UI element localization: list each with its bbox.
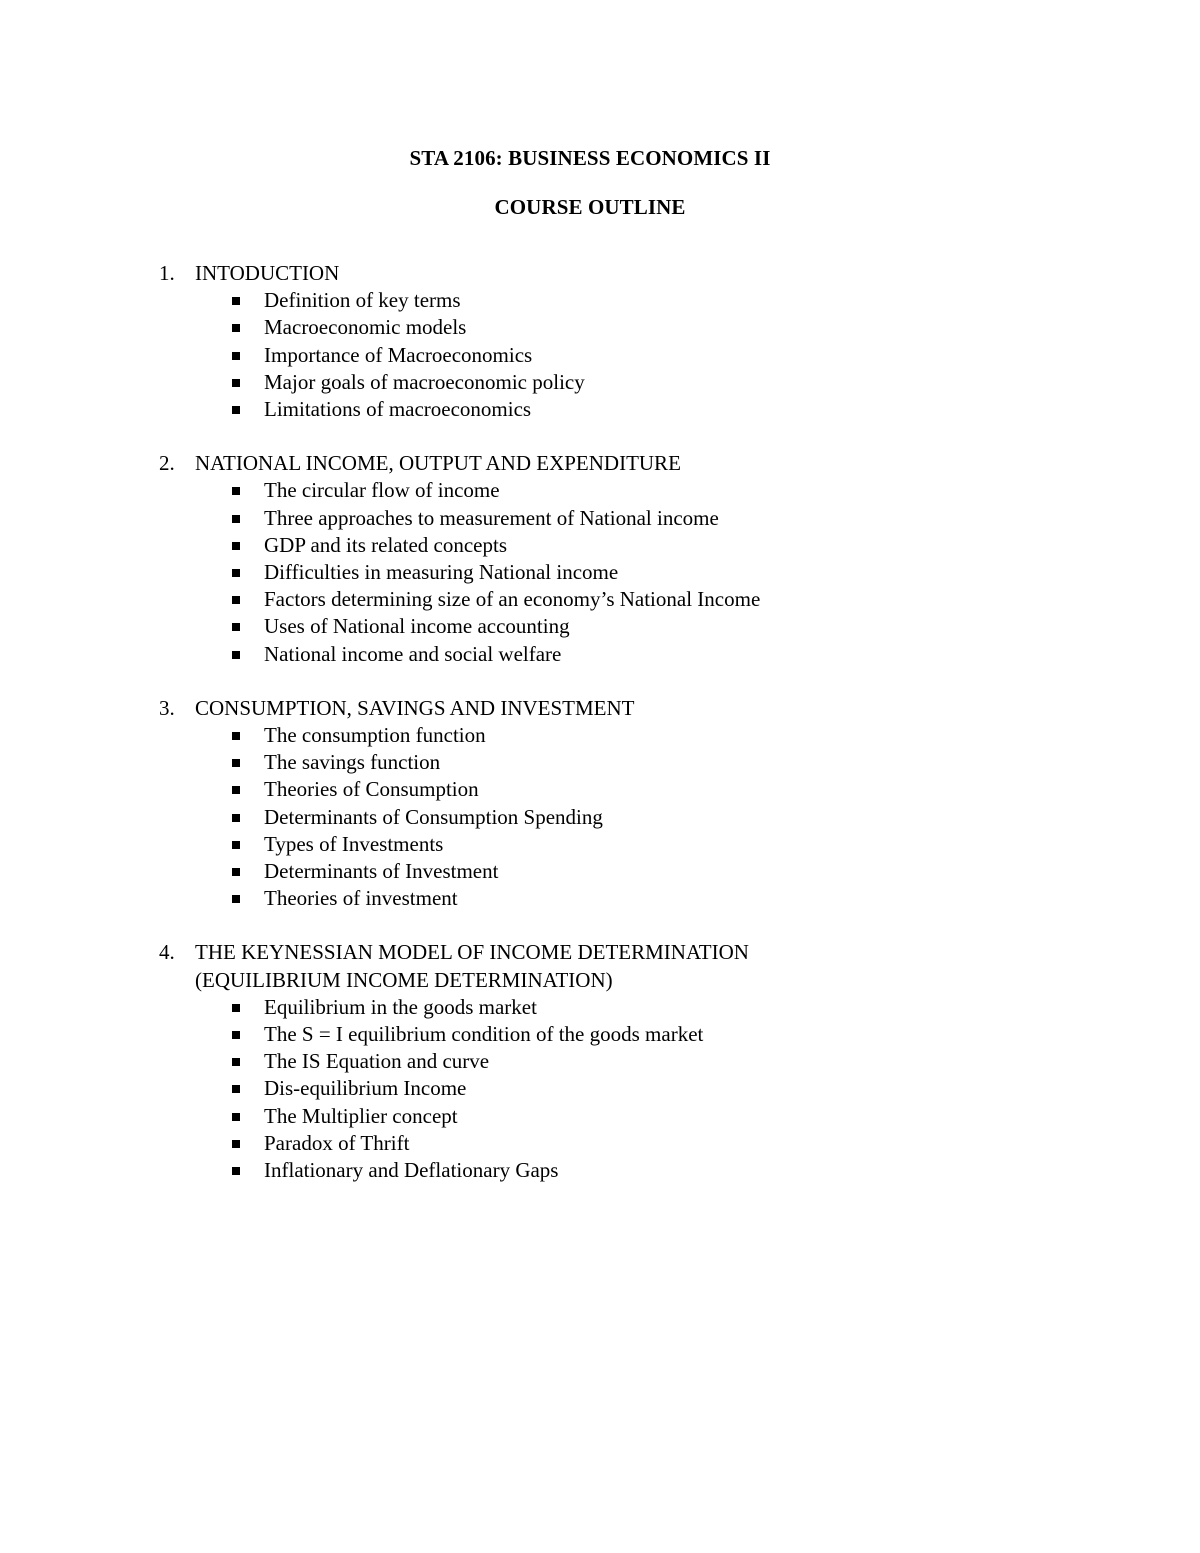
topic-list-item xyxy=(157,1048,1057,1075)
topic-list-item xyxy=(157,722,1057,749)
topic-list-item xyxy=(157,1130,1057,1157)
topic-list-item xyxy=(157,342,1057,369)
topic-list xyxy=(157,994,1057,1184)
topic-text: Equilibrium in the goods market xyxy=(264,994,537,1019)
topic-text: Inflationary and Deflationary Gaps xyxy=(264,1158,559,1183)
topic-text: Major goals of macroeconomic policy xyxy=(264,369,585,394)
section-heading xyxy=(157,450,1057,477)
topic-list-item xyxy=(157,749,1057,776)
section-number: 4. xyxy=(159,940,175,965)
section-number: 3. xyxy=(159,695,175,720)
topic-list-item xyxy=(157,586,1057,613)
section-heading xyxy=(157,260,1057,287)
square-bullet-icon xyxy=(232,732,240,740)
section-heading-text: INTODUCTION xyxy=(195,261,340,285)
square-bullet-icon xyxy=(232,596,240,604)
topic-text: The S = I equilibrium condition of the goods market xyxy=(264,1022,704,1047)
square-bullet-icon xyxy=(232,623,240,631)
topic-list-item xyxy=(157,1075,1057,1102)
square-bullet-icon xyxy=(232,651,240,659)
square-bullet-icon xyxy=(232,352,240,360)
topic-text: The consumption function xyxy=(264,723,486,748)
topic-text: Three approaches to measurement of National income xyxy=(264,505,719,530)
topic-text: National income and social welfare xyxy=(264,641,562,666)
topic-list xyxy=(157,287,1057,423)
square-bullet-icon xyxy=(232,1140,240,1148)
section-heading xyxy=(157,939,1057,993)
topic-text: Macroeconomic models xyxy=(264,315,467,340)
topic-text: The IS Equation and curve xyxy=(264,1049,490,1074)
square-bullet-icon xyxy=(232,297,240,305)
topic-text: The Multiplier concept xyxy=(264,1103,458,1128)
square-bullet-icon xyxy=(232,324,240,332)
topic-text: Determinants of Investment xyxy=(264,859,499,884)
topic-list-item xyxy=(157,994,1057,1021)
square-bullet-icon xyxy=(232,1113,240,1121)
topic-text: GDP and its related concepts xyxy=(264,532,507,557)
topic-list-item xyxy=(157,641,1057,668)
topic-list-item xyxy=(157,314,1057,341)
topic-text: The circular flow of income xyxy=(264,478,500,503)
topic-list xyxy=(157,722,1057,912)
topic-list-item xyxy=(157,369,1057,396)
topic-text: Factors determining size of an economy’s National Income xyxy=(264,587,761,612)
topic-list-item xyxy=(157,1157,1057,1184)
square-bullet-icon xyxy=(232,1085,240,1093)
topic-text: Difficulties in measuring National income xyxy=(264,560,619,585)
square-bullet-icon xyxy=(232,1167,240,1175)
topic-text: Theories of Consumption xyxy=(264,777,479,802)
topic-list-item xyxy=(157,1103,1057,1130)
topic-list-item xyxy=(157,477,1057,504)
square-bullet-icon xyxy=(232,515,240,523)
square-bullet-icon xyxy=(232,1004,240,1012)
topic-text: Paradox of Thrift xyxy=(264,1130,410,1155)
topic-list-item xyxy=(157,831,1057,858)
square-bullet-icon xyxy=(232,841,240,849)
topic-text: Definition of key terms xyxy=(264,288,461,313)
square-bullet-icon xyxy=(232,814,240,822)
section-heading-text-line2: (EQUILIBRIUM INCOME DETERMINATION) xyxy=(195,967,613,992)
square-bullet-icon xyxy=(232,542,240,550)
outline-section xyxy=(157,939,1057,1184)
square-bullet-icon xyxy=(232,1058,240,1066)
outline-section xyxy=(157,260,1057,423)
topic-list-item xyxy=(157,559,1057,586)
square-bullet-icon xyxy=(232,569,240,577)
section-number: 1. xyxy=(159,261,175,285)
topic-list-item xyxy=(157,804,1057,831)
section-heading-text: THE KEYNESSIAN MODEL OF INCOME DETERMINATION xyxy=(195,940,749,965)
topic-text: Limitations of macroeconomics xyxy=(264,397,532,422)
topic-list xyxy=(157,477,1057,667)
topic-text: Uses of National income accounting xyxy=(264,614,570,639)
topic-list-item xyxy=(157,776,1057,803)
square-bullet-icon xyxy=(232,406,240,414)
topic-list-item xyxy=(157,532,1057,559)
topic-list-item xyxy=(157,1021,1057,1048)
square-bullet-icon xyxy=(232,786,240,794)
topic-list-item xyxy=(157,287,1057,314)
section-number: 2. xyxy=(159,451,175,476)
topic-text: Importance of Macroeconomics xyxy=(264,342,533,367)
outline-section xyxy=(157,450,1057,668)
square-bullet-icon xyxy=(232,868,240,876)
topic-list-item xyxy=(157,613,1057,640)
outline-section xyxy=(157,695,1057,913)
topic-text: Types of Investments xyxy=(264,831,444,856)
document-subtitle: COURSE OUTLINE xyxy=(494,195,686,219)
topic-text: Theories of investment xyxy=(264,886,458,911)
square-bullet-icon xyxy=(232,759,240,767)
topic-list-item xyxy=(157,858,1057,885)
section-heading-text: NATIONAL INCOME, OUTPUT AND EXPENDITURE xyxy=(195,451,681,476)
document-title: STA 2106: BUSINESS ECONOMICS II xyxy=(409,146,771,170)
topic-text: Dis-equilibrium Income xyxy=(264,1076,467,1101)
topic-list-item xyxy=(157,885,1057,912)
section-heading xyxy=(157,695,1057,722)
section-heading-text: CONSUMPTION, SAVINGS AND INVESTMENT xyxy=(195,695,635,720)
square-bullet-icon xyxy=(232,487,240,495)
course-outline xyxy=(157,260,1057,1211)
topic-list-item xyxy=(157,505,1057,532)
topic-text: Determinants of Consumption Spending xyxy=(264,804,603,829)
square-bullet-icon xyxy=(232,895,240,903)
square-bullet-icon xyxy=(232,1031,240,1039)
topic-list-item xyxy=(157,396,1057,423)
topic-text: The savings function xyxy=(264,750,441,775)
square-bullet-icon xyxy=(232,379,240,387)
